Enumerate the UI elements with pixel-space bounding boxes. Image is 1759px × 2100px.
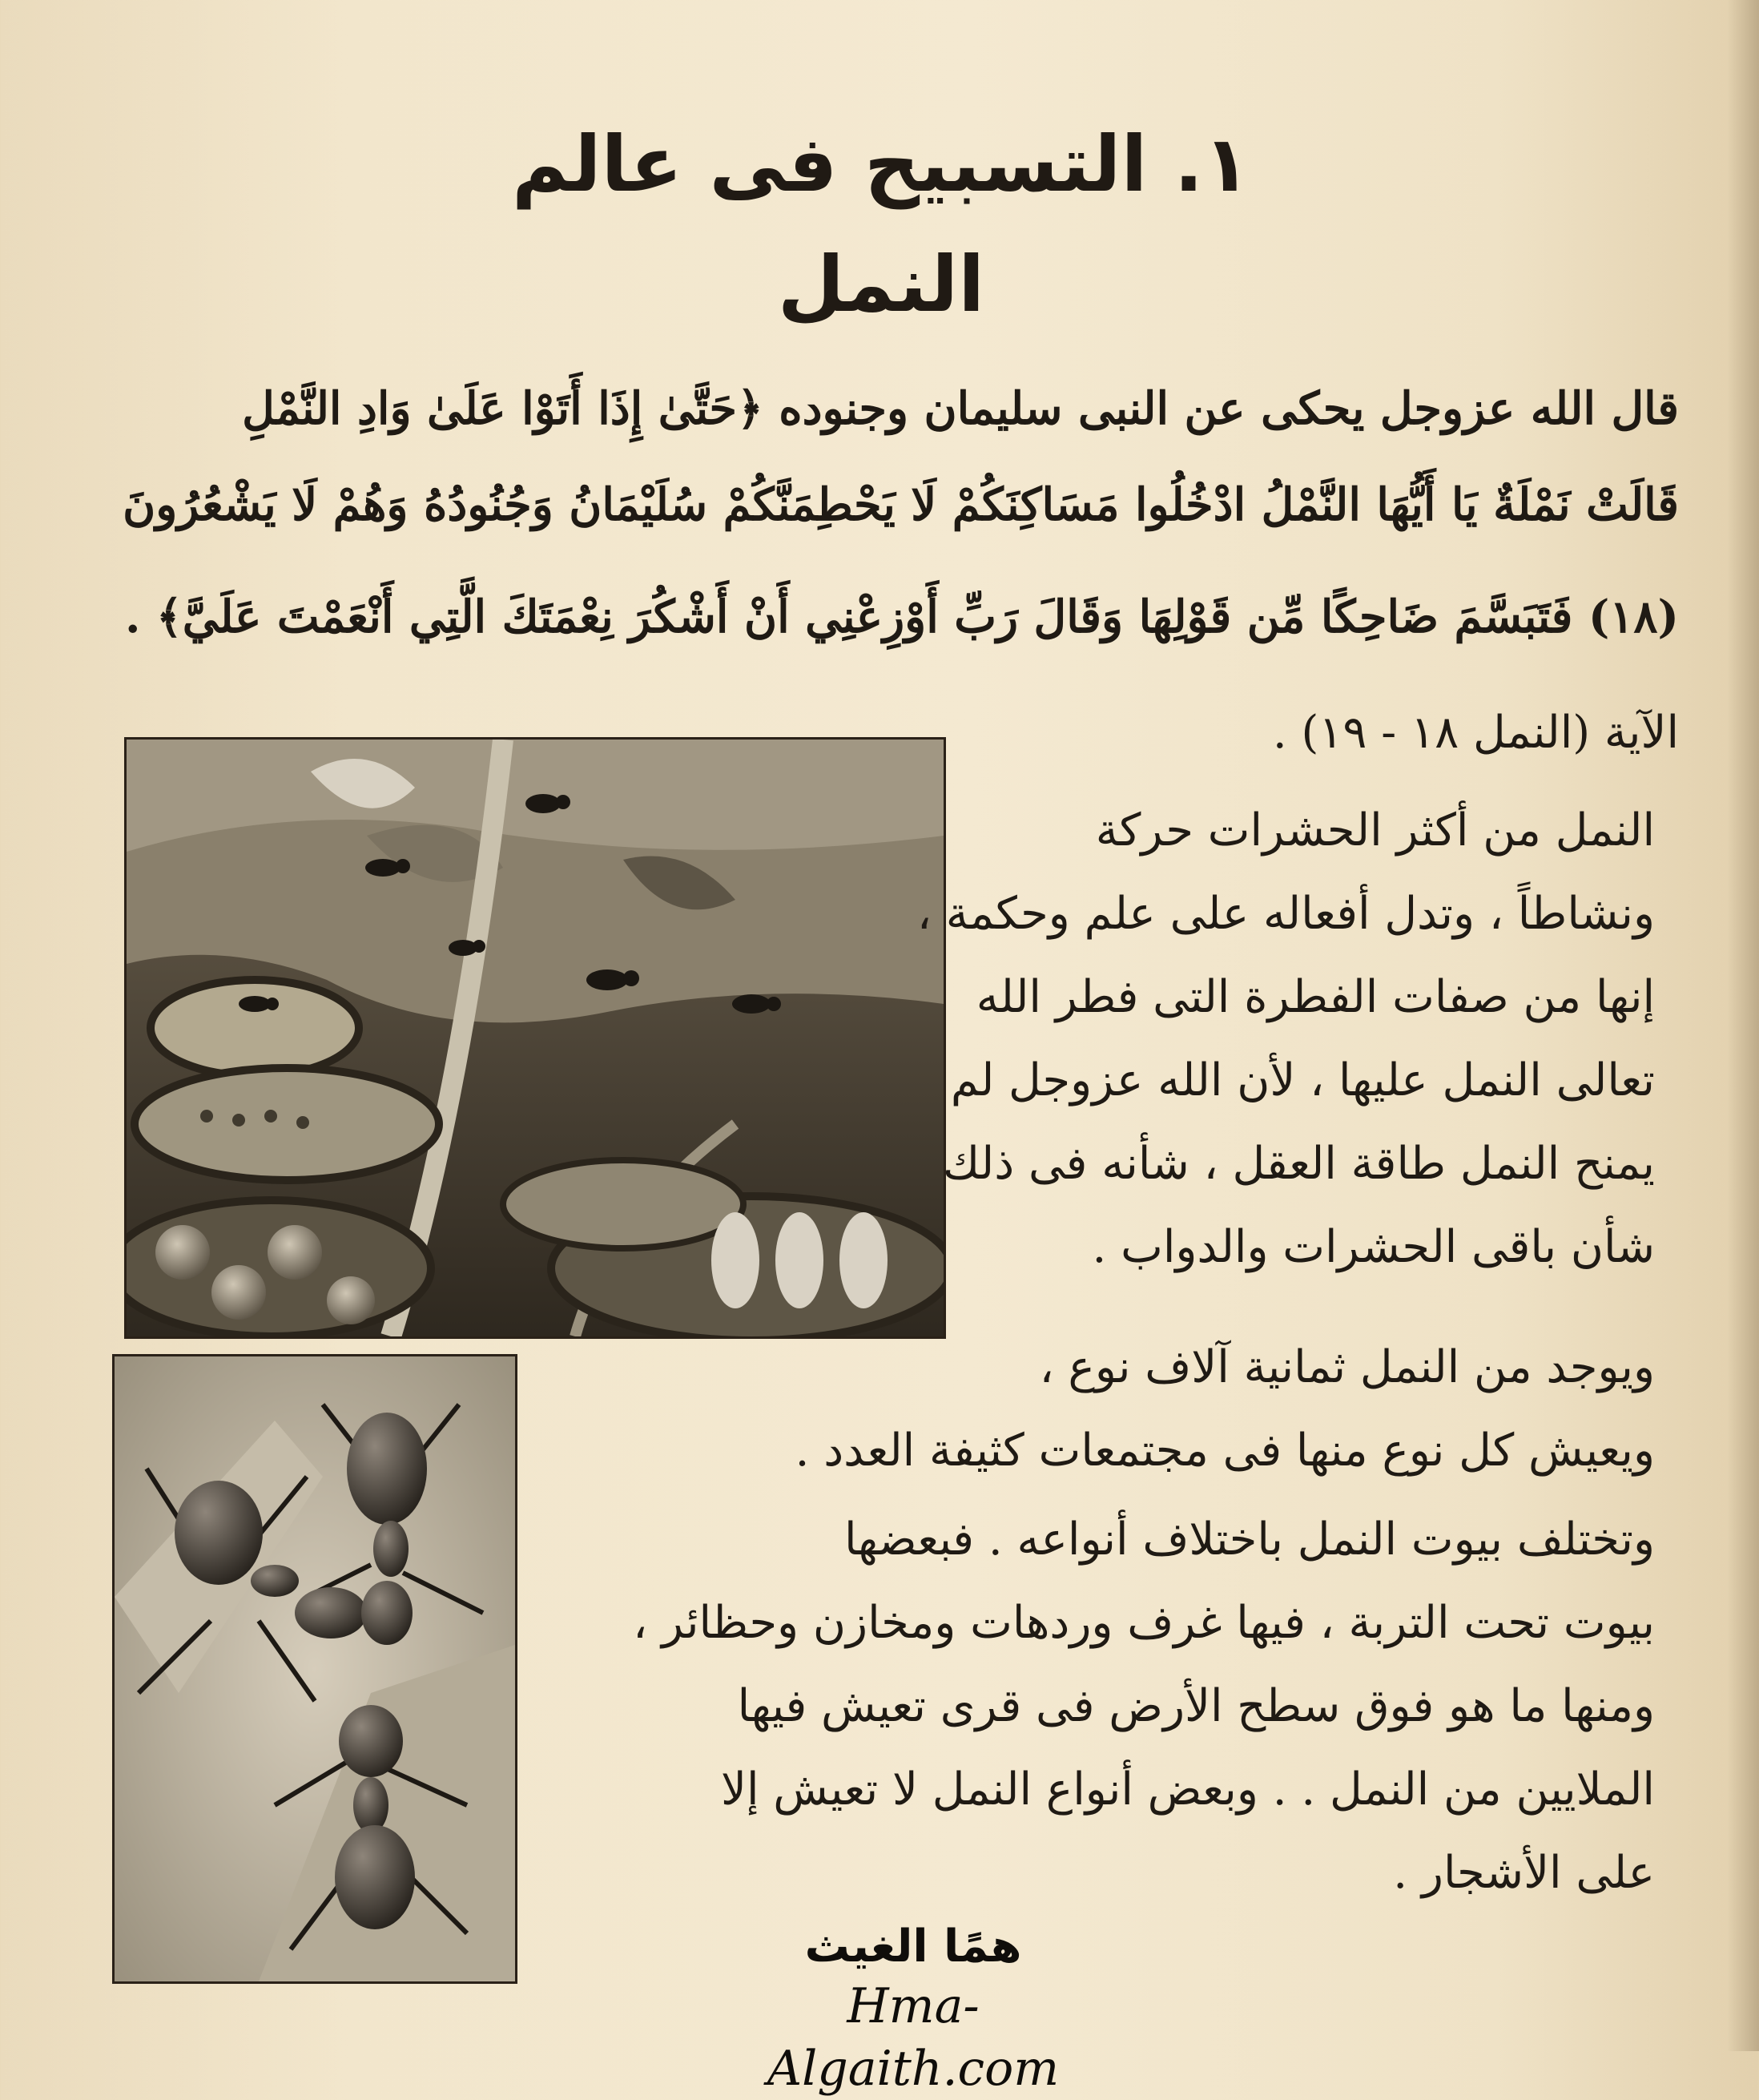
ant-nest-illustration	[124, 737, 946, 1339]
verse-reference: الآية (النمل ١٨ - ١٩) .	[1272, 707, 1679, 759]
paragraph-line: إنها من صفات الفطرة التى فطر الله	[976, 971, 1655, 1023]
page-edge-shadow	[1727, 0, 1759, 2051]
paragraph-ant-homes	[633, 1498, 1655, 1915]
watermark-url: Hma-Algaith.com	[767, 1978, 1060, 2097]
intro-line: قَالَتْ نَمْلَةٌ يَا أَيُّهَا النَّمْلُ ادْخُلُوا مَسَاكِنَكُمْ لَا يَحْطِمَنَّكُمْ سُلَيْمَانُ وَجُنُودُهُ وَهُمْ لَا يَشْعُرُونَ	[123, 478, 1679, 531]
paragraph-line: ومنها ما هو فوق سطح الأرض فى قرى تعيش فيها	[737, 1680, 1655, 1732]
paragraph-line: النمل من أكثر الحشرات حركة	[1095, 804, 1655, 857]
paragraph-line: شأن باقى الحشرات والدواب .	[1092, 1221, 1655, 1273]
paragraph-line: تعالى النمل عليها ، لأن الله عزوجل لم	[950, 1054, 1655, 1106]
intro-line: (١٨) فَتَبَسَّمَ ضَاحِكًا مِّن قَوْلِهَا وَقَالَ رَبِّ أَوْزِعْنِي أَنْ أَشْكُرَ نِعْمَتَكَ الَّتِي أَنْعَمْتَ عَلَيَّ﴾ .	[124, 590, 1679, 643]
paragraph-line: ونشاطاً ، وتدل أفعاله على علم وحكمة ،	[916, 888, 1655, 940]
paragraph-line: الملايين من النمل . . وبعض أنواع النمل لا تعيش إلا	[721, 1763, 1655, 1816]
watermark	[705, 1919, 1121, 2100]
intro-line: قال الله عزوجل يحكى عن النبى سليمان وجنوده ﴿حَتَّىٰ إِذَا أَتَوْا عَلَىٰ وَادِ النَّمْلِ	[242, 382, 1679, 435]
paragraph-line: وتختلف بيوت النمل باختلاف أنواعه . فبعضها	[843, 1514, 1655, 1566]
paragraph-ant-species	[795, 1326, 1655, 1493]
watermark-arabic: همًا الغيث	[804, 1921, 1022, 1973]
page-title: ١. التسبيح فى عالم النمل	[512, 119, 1250, 329]
paragraph-line: بيوت تحت التربة ، فيها غرف وردهات ومخازن وحظائر ،	[633, 1597, 1655, 1649]
ants-closeup-illustration	[112, 1354, 517, 1984]
paragraph-line: يمنح النمل طاقة العقل ، شأنه فى ذلك	[942, 1138, 1655, 1190]
paragraph-ant-nature	[917, 789, 1655, 1289]
paragraph-line: ويوجد من النمل ثمانية آلاف نوع ،	[1039, 1341, 1655, 1393]
paragraph-line: على الأشجار .	[1393, 1847, 1655, 1899]
paragraph-line: ويعيش كل نوع منها فى مجتمعات كثيفة العدد .	[795, 1425, 1655, 1477]
